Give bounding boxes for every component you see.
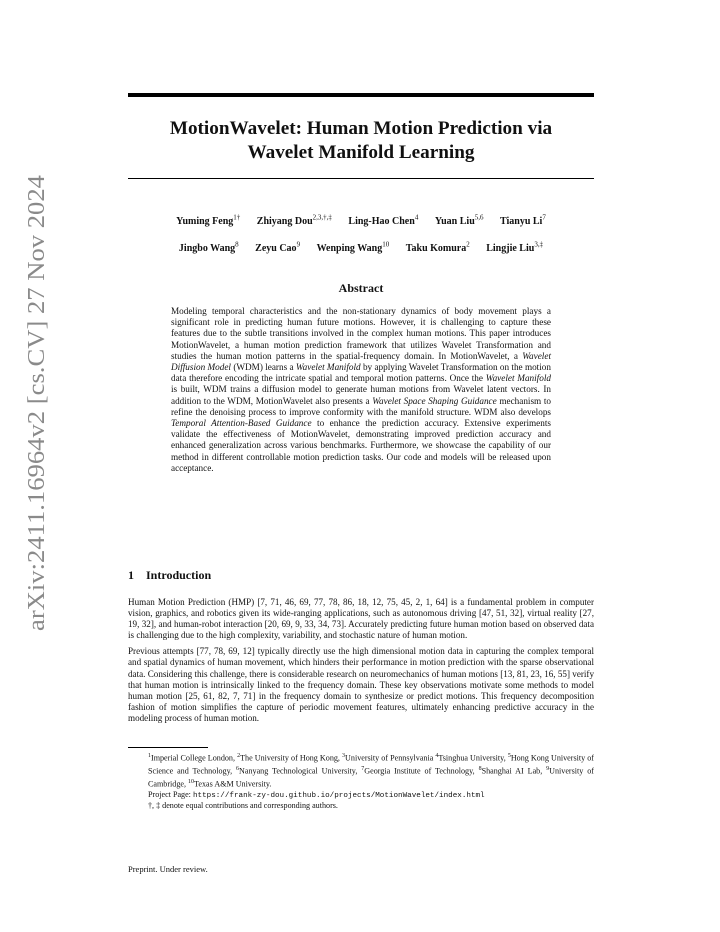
author-affiliation: 5,6 xyxy=(474,214,484,222)
affiliation: Texas A&M University. xyxy=(194,779,272,789)
author-name: Jingbo Wang xyxy=(178,242,236,254)
author xyxy=(348,216,418,227)
author-affiliation: 1† xyxy=(233,214,241,222)
author-affiliation: 9 xyxy=(296,240,301,249)
author xyxy=(435,216,484,227)
author-affiliation: 2 xyxy=(466,240,470,249)
preprint-notice: Preprint. Under review. xyxy=(128,864,208,874)
affiliation-number: 2 xyxy=(237,753,241,759)
affiliation: Nanyang Technological University, xyxy=(239,766,362,776)
author xyxy=(486,240,544,254)
author-name: Zhiyang Dou xyxy=(256,216,313,228)
affiliation-number: 1 xyxy=(148,753,151,759)
project-page-footnote xyxy=(128,790,594,801)
author-affiliation: 10 xyxy=(382,240,390,249)
affiliation: The University of Hong Kong, xyxy=(240,753,343,763)
author-row-1 xyxy=(128,207,594,233)
author-affiliation: 7 xyxy=(542,214,546,222)
section-number: 1 xyxy=(128,568,134,582)
author xyxy=(405,240,470,254)
affiliation-number: 3 xyxy=(342,753,346,759)
affiliation-number: 10 xyxy=(188,778,195,785)
introduction-body xyxy=(128,597,594,729)
affiliation-number: 4 xyxy=(435,753,439,759)
abstract-segment: is built, WDM trains a diffusion model to generate human motions from Wavelet latent vectors. In addition to the WDM, MotionWavelet also presents a xyxy=(171,384,551,406)
abstract-segment: by applying Wavelet Transformation on the motion data therefore encoding the intricate spatial and temporal motion patterns. Once the xyxy=(171,362,551,384)
body-paragraph: Previous attempts [77, 78, 69, 12] typically directly use the high dimensional motion data in capturing the complex temporal and spatial dynamics of human movement, which hinders their performance in motion prediction with the sparse observational data. Considering this challenge, there is considerable research on neuromechanics of human motions [13, 81, 23, 16, 55] verify that human motion is intrinsically linked to the frequency domain. These key observations motivate some methods to model human motion [25, 61, 82, 7, 71] in the frequency domain to synthesize or predict motions. This frequency decomposition fashion of motion simplifies the capture of periodic movement features, ultimately enhancing predictive accuracy in the modeling process of human motion. xyxy=(128,646,594,723)
title-bottom-rule xyxy=(128,178,594,179)
author xyxy=(500,216,546,227)
affiliation: Tsinghua University, xyxy=(438,753,508,763)
author-name: Wenping Wang xyxy=(316,242,383,254)
author-name: Tianyu Li xyxy=(500,216,543,228)
author-name: Zeyu Cao xyxy=(255,242,297,254)
abstract-segment: Modeling temporal characteristics and the non-stationary dynamics of body movement plays a significant role in predicting human future motions. However, it is challenging to capture these features due to the subtle transitions involved in the complex human motions. This paper introduces MotionWavelet, a human motion prediction framework that utilizes Wavelet Transformation and studies the human motion patterns in the spatial-frequency domain. In MotionWavelet, a xyxy=(171,306,551,361)
arxiv-id-text: arXiv:2411.16964v2 [cs.CV] 27 Nov 2024 xyxy=(24,219,50,631)
project-page-label: Project Page: xyxy=(148,789,193,799)
author-affiliation: 8 xyxy=(235,240,239,249)
author xyxy=(255,240,301,254)
abstract-text xyxy=(171,306,551,474)
author-row-2 xyxy=(128,233,594,259)
affiliation-number: 5 xyxy=(507,753,511,759)
author-affiliation: 3,‡ xyxy=(534,240,544,249)
abstract-italic: Wavelet Manifold xyxy=(485,373,551,384)
author-name: Yuan Liu xyxy=(434,216,475,228)
abstract-italic: Wavelet Diffusion Model xyxy=(171,350,551,373)
project-page-link[interactable]: https://frank-zy-dou.github.io/projects/MotionWavelet/index.html xyxy=(192,791,485,800)
affiliation: University of Pennsylvania xyxy=(345,753,436,763)
author-affiliation: 4 xyxy=(414,214,419,222)
affiliation-number: 6 xyxy=(236,765,240,772)
affiliation: University of Cambridge, xyxy=(148,766,594,789)
affiliation: Hong Kong University of Science and Technology, xyxy=(148,753,594,776)
abstract-italic: Wavelet Manifold xyxy=(295,362,361,373)
author-list xyxy=(128,207,594,260)
paper-title xyxy=(128,117,594,165)
abstract-segment: (WDM) learns a xyxy=(231,362,296,373)
title-top-rule xyxy=(128,93,594,97)
affiliations-footnote xyxy=(128,751,594,790)
author xyxy=(178,240,239,254)
abstract-heading: Abstract xyxy=(338,281,384,295)
affiliation-number: 8 xyxy=(478,765,482,772)
abstract-segment: to enhance the prediction accuracy. Extensive experiments validate the effectiveness of MotionWavelet, demonstrating improved prediction accuracy and enhanced generalization across various benchmarks. Furthermore, we showcase the capability of our method in different controllable motion prediction tasks. Our code and models will be released upon acceptance. xyxy=(171,418,551,473)
author-affiliation: 2,3,†,‡ xyxy=(312,214,332,222)
affiliation: Georgia Institute of Technology, xyxy=(364,766,479,776)
body-paragraph: Human Motion Prediction (HMP) [7, 71, 46, 69, 77, 78, 86, 18, 12, 75, 45, 2, 1, 64] is a fundamental problem in computer vision, graphics, and robotics given its wide-ranging applications, such as autonomous driving [47, 51, 32], virtual reality [27, 19, 32], and human-robot interaction [20, 69, 9, 33, 34, 73]. Accurately predicting future human motion based on observed data is challenging due to the high complexity, variability, and stochastic nature of human motion. xyxy=(128,597,594,641)
affiliation-number: 9 xyxy=(546,765,550,772)
equal-contribution-footnote: †, ‡ denote equal contributions and corresponding authors. xyxy=(148,800,338,810)
footnote-rule xyxy=(128,747,208,748)
abstract-italic: Temporal Attention-Based Guidance xyxy=(171,418,312,429)
author-name: Yuming Feng xyxy=(176,216,234,228)
footnotes xyxy=(128,751,594,811)
author xyxy=(257,216,332,227)
abstract-italic: Wavelet Space Shaping Guidance xyxy=(372,395,497,406)
author xyxy=(176,216,240,227)
section-heading xyxy=(128,568,211,583)
section-title: Introduction xyxy=(146,568,212,582)
author xyxy=(316,240,390,254)
author-name: Ling-Hao Chen xyxy=(348,216,415,228)
affiliation: Shanghai AI Lab, xyxy=(481,766,547,776)
paper-title-line-1: MotionWavelet: Human Motion Prediction via xyxy=(169,118,553,139)
affiliation-number: 7 xyxy=(361,765,365,772)
author-name: Taku Komura xyxy=(405,242,467,254)
abstract-segment: mechanism to refine the denoising process to improve conformity with the manifold structure. WDM also develops xyxy=(171,395,551,417)
arxiv-side-stamp xyxy=(14,172,54,634)
affiliation: Imperial College London, xyxy=(151,753,238,763)
paper-title-line-2: Wavelet Manifold Learning xyxy=(247,142,475,163)
author-name: Lingjie Liu xyxy=(486,242,535,254)
